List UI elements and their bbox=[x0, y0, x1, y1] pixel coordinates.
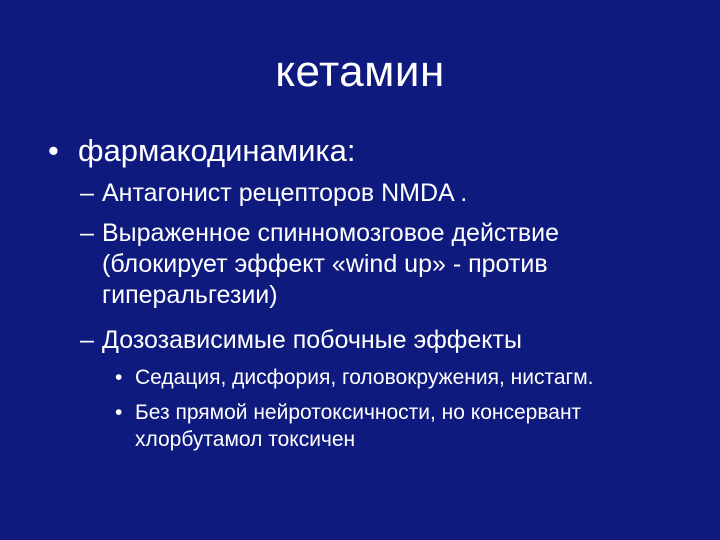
sub-sub-item-text-line2: хлорбутамол токсичен bbox=[135, 428, 356, 451]
dash-marker: – bbox=[80, 326, 94, 354]
sub-item-side-effects bbox=[80, 325, 522, 356]
dash-marker: – bbox=[80, 179, 94, 207]
bullet-pharmacodynamics bbox=[48, 132, 356, 170]
slide-title: кетамин bbox=[275, 47, 445, 96]
bullet-marker: • bbox=[48, 133, 59, 168]
sub-sub-item-text: Седация, дисфория, головокружения, нистагм. bbox=[135, 366, 594, 389]
dash-marker: – bbox=[80, 219, 94, 247]
sub-item-text: Антагонист рецепторов NMDA . bbox=[102, 179, 468, 207]
dot-marker: • bbox=[115, 401, 123, 424]
sub-item-text-line3: гиперальгезии) bbox=[102, 281, 278, 309]
sub-item-spinal-action bbox=[80, 218, 559, 311]
sub-item-text: Выраженное спинномозговое действие bbox=[102, 219, 560, 247]
sub-item-nmda bbox=[80, 178, 467, 209]
sub-sub-item-sedation bbox=[115, 364, 593, 391]
sub-item-text: Дозозависимые побочные эффекты bbox=[102, 326, 522, 354]
bullet-text: фармакодинамика: bbox=[78, 133, 356, 168]
sub-sub-item-neurotoxicity bbox=[115, 399, 581, 453]
sub-item-text-line2: (блокирует эффект «wind up» - против bbox=[102, 250, 548, 278]
sub-sub-item-text: Без прямой нейротоксичности, но консервант bbox=[135, 401, 582, 424]
dot-marker: • bbox=[115, 366, 123, 389]
